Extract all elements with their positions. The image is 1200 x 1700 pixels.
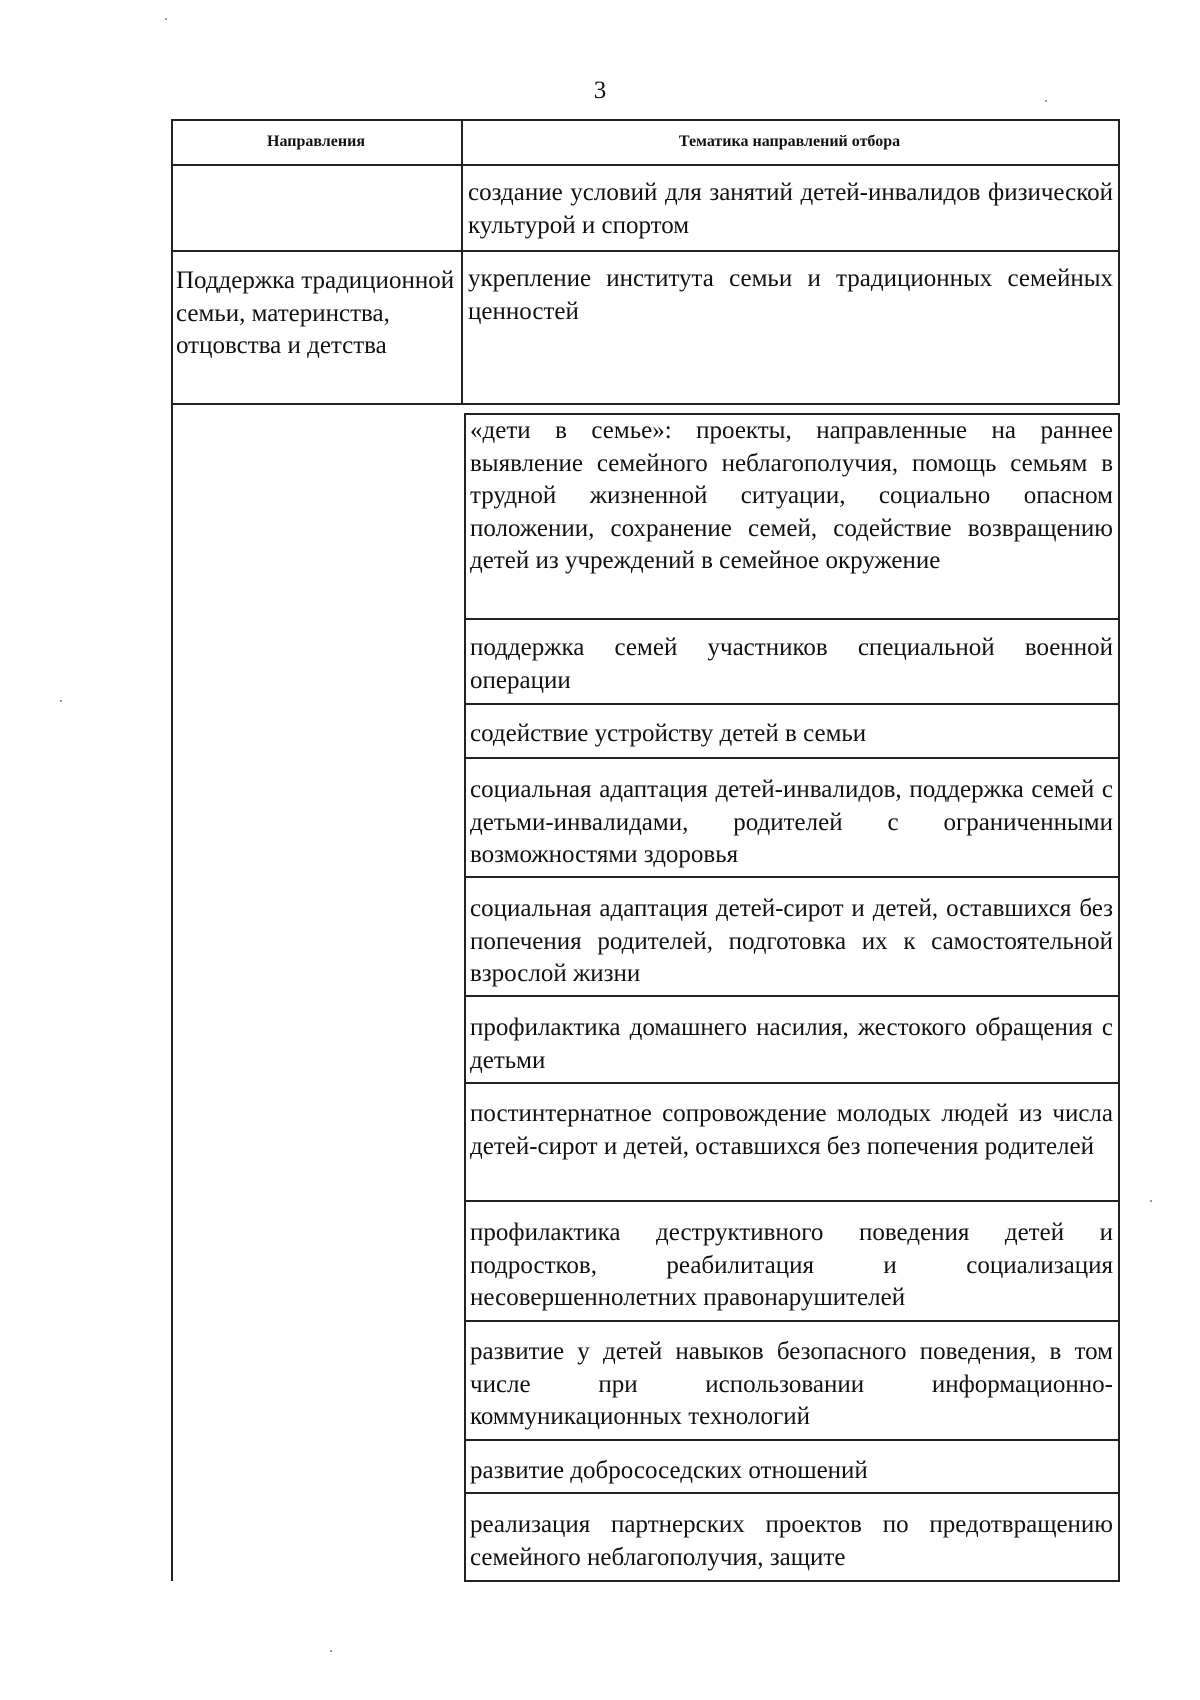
topic-cell: укрепление института семьи и традиционных семейных ценностей (468, 265, 1113, 325)
scan-speck (330, 1650, 332, 1652)
row-separator-6 (464, 876, 1120, 878)
topic-cell: развитие добрососедских отношений (470, 1457, 868, 1484)
row-separator-9 (464, 1200, 1120, 1202)
inner-column-right-border (1118, 413, 1120, 1581)
topic-cell: реализация партнерских проектов по предотвращению семейного неблагополучия, защите (470, 1511, 1113, 1571)
direction-cell: Поддержка традиционной семьи, материнства, отцовства и детства (176, 267, 455, 359)
table-right-border-top (1118, 119, 1120, 404)
row-separator-11 (464, 1439, 1120, 1441)
topic-cell: профилактика домашнего насилия, жестокого обращения с детьми (470, 1014, 1113, 1074)
topic-cell: «дети в семье»: проекты, направленные на раннее выявление семейного неблагополучия, помощь семьям в трудной жизненной ситуации, социально опасном положении, сохранение семей, содействие возвращению детей из учреждений в семейное окружение (470, 417, 1113, 574)
topic-cell: профилактика деструктивного поведения детей и подростков, реабилитация и социализация несовершеннолетних правонарушителей (470, 1219, 1113, 1311)
inner-column-left-border (464, 413, 466, 1581)
page-number: 3 (593, 77, 607, 104)
topic-cell: содействие устройству детей в семьи (470, 720, 867, 747)
row-separator-12 (464, 1492, 1120, 1494)
row-separator-7 (464, 995, 1120, 997)
row-separator-8 (464, 1082, 1120, 1084)
row-separator-10 (464, 1320, 1120, 1322)
column-divider-top (461, 119, 463, 404)
scan-speck (165, 18, 167, 20)
topic-cell: социальная адаптация детей-инвалидов, поддержка семей с детьми-инвалидами, родителей с ограниченными возможностями здоровья (470, 776, 1113, 868)
scan-speck (1150, 1200, 1152, 1202)
scan-speck (1045, 100, 1047, 102)
row-separator-4 (464, 703, 1120, 705)
column-header-topics: Тематика направлений отбора (678, 133, 901, 150)
row-separator-2 (171, 403, 1120, 405)
topic-cell: социальная адаптация детей-сирот и детей, оставшихся без попечения родителей, подготовка их к самостоятельной взрослой жизни (470, 895, 1113, 987)
topic-cell: создание условий для занятий детей-инвалидов физической культурой и спортом (468, 179, 1113, 239)
table-left-border (171, 119, 173, 1581)
row-separator-3 (464, 618, 1120, 620)
topic-cell: развитие у детей навыков безопасного поведения, в том числе при использовании информационно-коммуникационных технологий (470, 1338, 1113, 1430)
column-header-directions: Направления (267, 133, 365, 150)
row-separator-1 (171, 250, 1120, 252)
table-top-border (171, 119, 1120, 121)
row-separator-5 (464, 757, 1120, 759)
topic-cell: поддержка семей участников специальной военной операции (470, 634, 1113, 694)
topic-cell: постинтернатное сопровождение молодых людей из числа детей-сирот и детей, оставшихся без попечения родителей (470, 1100, 1113, 1160)
header-bottom-border (171, 164, 1120, 166)
scan-speck (60, 700, 62, 702)
inner-bottom-border (464, 1580, 1120, 1582)
